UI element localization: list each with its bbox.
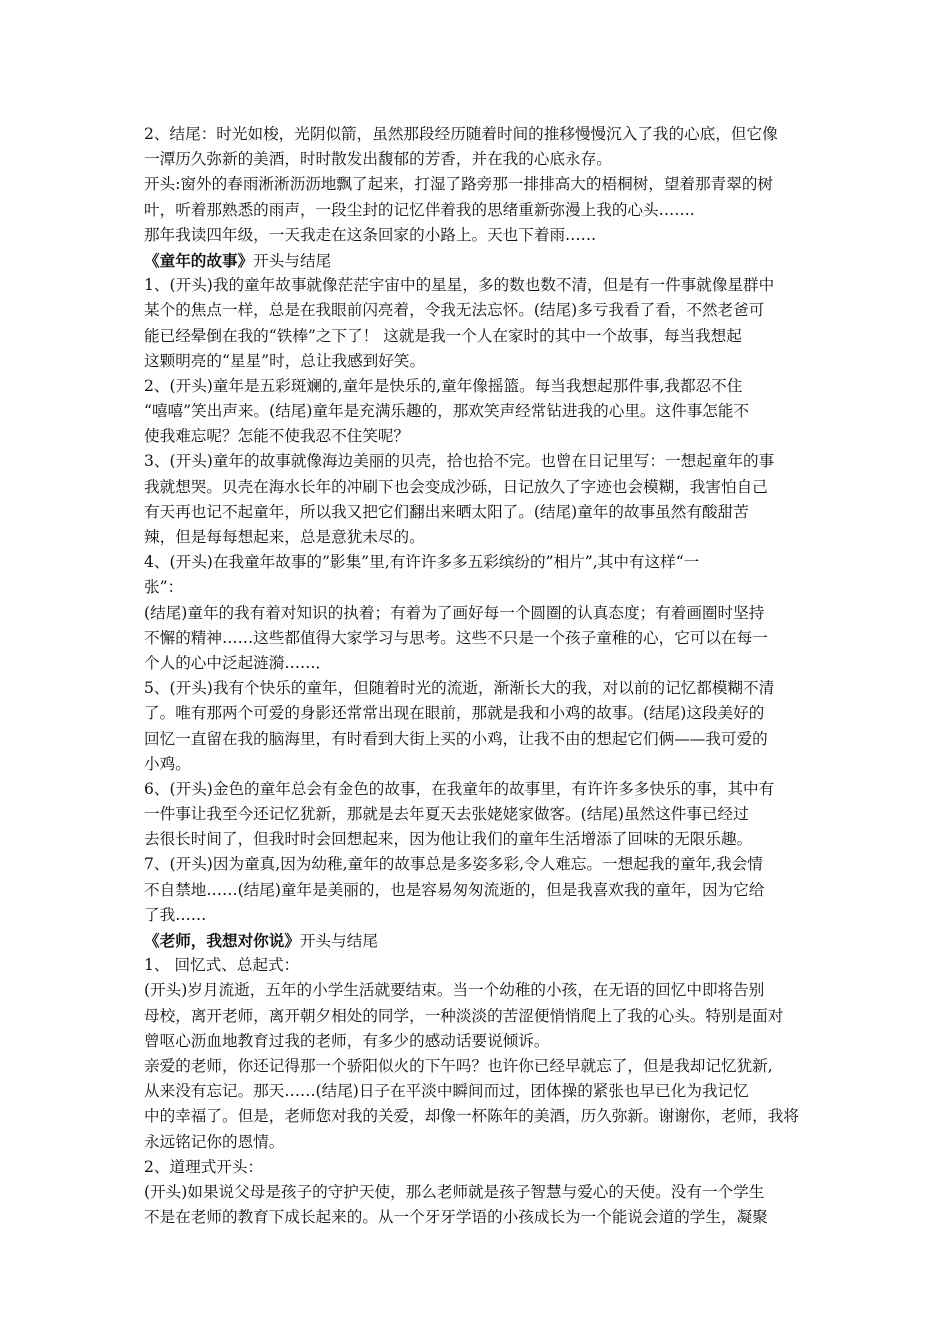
- text-line: 了我……: [144, 905, 207, 924]
- text-line: 不自禁地……(结尾)童年是美丽的，也是容易匆匆流逝的，但是我喜欢我的童年，因为它给: [144, 880, 765, 899]
- text-line: 1、 回忆式、总起式：: [144, 956, 300, 975]
- text-line: 2、结尾：时光如梭，光阴似箭，虽然那段经历随着时间的推移慢慢沉入了我的心底，但它像: [144, 125, 778, 143]
- text-line: 有天再也记不起童年，所以我又把它们翻出来晒太阳了。(结尾)童年的故事虽然有酸甜苦: [144, 502, 749, 521]
- text-line: 永远铭记你的恩情。: [144, 1132, 285, 1151]
- text-line: 中的幸福了。但是，老师您对我的关爱，却像一杯陈年的美酒，历久弥新。谢谢你，老师，我将: [144, 1107, 799, 1126]
- text-line: 叶，听着那熟悉的雨声，一段尘封的记忆伴着我的思绪重新弥漫上我的心头…….: [144, 200, 695, 219]
- text-line: 能已经晕倒在我的“铁棒”之下了！ 这就是我一个人在家时的其中一个故事，每当我想起: [144, 326, 742, 345]
- text-line: 亲爱的老师，你还记得那一个骄阳似火的下午吗？也许你已经早就忘了，但是我却记忆犹新,: [144, 1056, 773, 1075]
- text-line: “嘻嘻”笑出声来。(结尾)童年是充满乐趣的，那欢笑声经常钻进我的心里。这件事怎能不: [144, 402, 750, 421]
- text-line: (开头)如果说父母是孩子的守护天使，那么老师就是孩子智慧与爱心的天使。没有一个学生: [144, 1182, 765, 1201]
- text-line: 回忆一直留在我的脑海里，有时看到大街上买的小鸡，让我不由的想起它们俩——我可爱的: [144, 729, 768, 748]
- text-line: 不懈的精神……这些都值得大家学习与思考。这些不只是一个孩子童稚的心，它可以在每一: [144, 628, 768, 647]
- section-heading-childhood: [144, 248, 810, 273]
- heading-suffix: 开头与结尾: [253, 251, 332, 270]
- text-line: 1、(开头)我的童年故事就像茫茫宇宙中的星星，多的数也数不清，但是有一件事就像星群中: [144, 276, 775, 295]
- document-page: [144, 122, 810, 1230]
- text-line: 从来没有忘记。那天……(结尾)日子在平淡中瞬间而过，团体操的紧张也早已化为我记忆: [144, 1082, 749, 1101]
- text-line: 一潭历久弥新的美酒，时时散发出馥郁的芳香，并在我的心底永存。: [144, 150, 612, 169]
- text-line: 2、(开头)童年是五彩斑斓的,童年是快乐的,童年像摇篮。每当我想起那件事,我都忍不住: [144, 376, 743, 395]
- text-line: 母校，离开老师，离开朝夕相处的同学，一种淡淡的苦涩便悄悄爬上了我的心头。特别是面对: [144, 1006, 784, 1025]
- text-line: 小鸡。: [144, 754, 191, 773]
- text-line: (开头)岁月流逝，五年的小学生活就要结束。当一个幼稚的小孩，在无语的回忆中即将告别: [144, 981, 765, 1000]
- heading-title: 《老师，我想对你说》: [144, 931, 300, 950]
- text-line: 2、道理式开头：: [144, 1157, 264, 1176]
- text-line: 这颗明亮的“星星”时，总让我感到好笑。: [144, 351, 426, 370]
- text-line: 某个的焦点一样，总是在我眼前闪亮着，令我无法忘怀。(结尾)多亏我看了看，不然老爸可: [144, 301, 765, 320]
- text-line: (结尾)童年的我有着对知识的执着；有着为了画好每一个圆圈的认真态度；有着画圈时坚持: [144, 603, 765, 622]
- text-line: 4、(开头)在我童年故事的”影集”里,有许许多多五彩缤纷的”相片”,其中有这样“一: [144, 553, 700, 572]
- text-line: 7、(开头)因为童真,因为幼稚,童年的故事总是多姿多彩,令人难忘。一想起我的童年,我会情: [144, 855, 763, 874]
- text-line: 那年我读四年级，一天我走在这条回家的小路上。天也下着雨……: [144, 225, 597, 244]
- text-line: 使我难忘呢？怎能不使我忍不住笑呢？: [144, 427, 410, 446]
- text-line: 6、(开头)金色的童年总会有金色的故事，在我童年的故事里，有许许多多快乐的事，其中有: [144, 779, 775, 798]
- text-line: 5、(开头)我有个快乐的童年，但随着时光的流逝，渐渐长大的我，对以前的记忆都模糊不清: [144, 679, 775, 698]
- text-line: 去很长时间了，但我时时会回想起来，因为他让我们的童年生活增添了回味的无限乐趣。: [144, 830, 753, 849]
- text-line: 开头:窗外的春雨淅淅沥沥地飘了起来，打湿了路旁那一排排高大的梧桐树，望着那青翠的树: [144, 175, 774, 194]
- text-line: 了。唯有那两个可爱的身影还常常出现在眼前，那就是我和小鸡的故事。(结尾)这段美好的: [144, 704, 765, 723]
- text-line: 一件事让我至今还记忆犹新，那就是去年夏天去张姥姥家做客。(结尾)虽然这件事已经过: [144, 805, 749, 824]
- text-line: 不是在老师的教育下成长起来的。从一个牙牙学语的小孩成长为一个能说会道的学生，凝聚: [144, 1208, 768, 1227]
- text-line: 张”：: [144, 578, 184, 597]
- text-line: 辣，但是每每想起来，总是意犹未尽的。: [144, 528, 425, 546]
- text-line: 个人的心中泛起涟漪……．: [144, 653, 332, 672]
- text-line: 曾呕心沥血地教育过我的老师，有多少的感动话要说倾诉。: [144, 1031, 550, 1050]
- text-line: 3、(开头)童年的故事就像海边美丽的贝壳，拾也拾不完。也曾在日记里写：一想起童年的事: [144, 452, 775, 471]
- heading-title: 《童年的故事》: [144, 250, 254, 270]
- text-line: 我就想哭。贝壳在海水长年的冲刷下也会变成沙砾，日记放久了字迹也会模糊，我害怕自己: [144, 477, 768, 496]
- section-heading-teacher: [144, 928, 810, 953]
- heading-suffix: 开头与结尾: [299, 932, 378, 950]
